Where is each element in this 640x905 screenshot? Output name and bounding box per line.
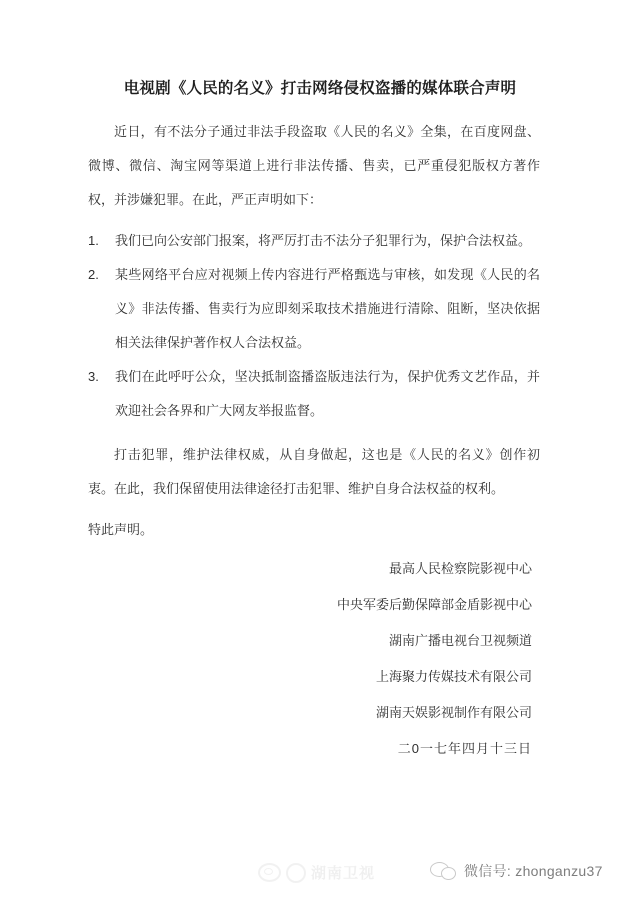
list-item — [88, 224, 540, 258]
closing-paragraph: 打击犯罪，维护法律权威，从自身做起，这也是《人民的名义》创作初衷。在此，我们保留使用法律途径打击犯罪、维护自身合法权益的权利。 — [88, 447, 540, 496]
weibo-icon — [258, 863, 281, 882]
signatory: 湖南天娱影视制作有限公司 — [375, 705, 532, 720]
list-item-text: 我们已向公安部门报案，将严厉打击不法分子犯罪行为，保护合法权益。 — [115, 233, 532, 248]
list-item-text: 我们在此呼吁公众，坚决抵制盗播盗版违法行为，保护优秀文艺作品，并欢迎社会各界和广大网友举报监督。 — [115, 369, 540, 418]
wechat-icon — [430, 861, 456, 881]
signatory: 中央军委后勤保障部金盾影视中心 — [336, 597, 532, 612]
list-item-text: 某些网络平台应对视频上传内容进行严格甄选与审核，如发现《人民的名义》非法传播、售卖行为应即刻采取技术措施进行清除、阻断，坚决依据相关法律保护著作权人合法权益。 — [115, 267, 540, 350]
final-statement: 特此声明。 — [88, 522, 154, 537]
list-item — [88, 258, 540, 360]
signatory: 湖南广播电视台卫视频道 — [388, 633, 532, 648]
weibo-watermark-label: 湖南卫视 — [311, 865, 376, 882]
wechat-account-label: 微信号: zhonganzu37 — [464, 863, 603, 879]
wechat-account-tag — [430, 861, 603, 881]
page-title: 电视剧《人民的名义》打击网络侵权盗播的媒体联合声明 — [123, 80, 517, 97]
signature-block — [337, 551, 532, 767]
weibo-verified-icon — [286, 863, 306, 883]
list-item-marker: 2. — [88, 267, 99, 282]
list-item — [88, 360, 540, 428]
list-item-marker: 1. — [88, 233, 99, 248]
document-body — [88, 115, 540, 547]
signatory: 上海聚力传媒技术有限公司 — [375, 669, 532, 684]
signature-date: 二0一七年四月十三日 — [397, 741, 532, 756]
weibo-watermark — [258, 862, 375, 883]
opening-paragraph: 近日，有不法分子通过非法手段盗取《人民的名义》全集，在百度网盘、微博、微信、淘宝网等渠道上进行非法传播、售卖，已严重侵犯版权方著作权，并涉嫌犯罪。在此，严正声明如下： — [88, 124, 540, 207]
list-item-marker: 3. — [88, 369, 99, 384]
signatory: 最高人民检察院影视中心 — [388, 561, 532, 576]
statement-list — [88, 224, 540, 428]
